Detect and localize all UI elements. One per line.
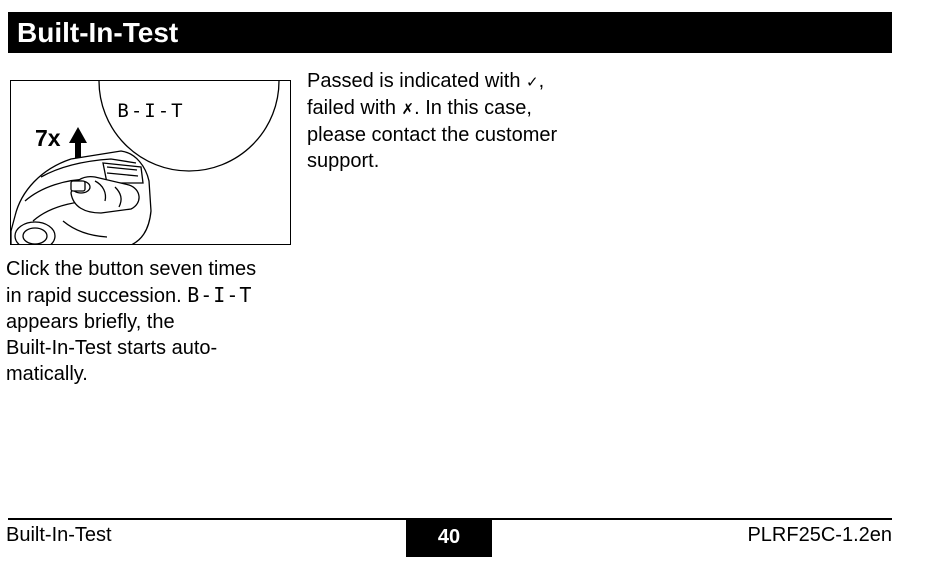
section-title-bar [8,12,892,53]
passed-tail: , [538,70,545,92]
failed-tail: . In this case, [414,97,532,119]
document-id: PLRF25C-1.2en [747,524,892,546]
device-illustration [10,80,291,245]
failed-text: failed with [307,97,396,119]
press-count-label: 7x [35,125,61,151]
device-drawing [11,81,291,245]
failed-line [307,95,607,122]
bit-display-inline: B-I-T [187,283,253,307]
contact-line: please contact the customer [307,124,558,146]
display-readout: B-I-T [117,100,185,122]
instruction-line-2-text: in rapid succession. [6,285,182,307]
instruction-line-4: Built-In-Test starts auto- [6,337,218,359]
page-title: Built-In-Test [17,17,179,48]
passed-line [307,68,607,95]
cross-icon: ✗ [401,100,415,118]
instruction-line-3: appears briefly, the [6,311,175,333]
check-icon: ✓ [526,73,539,91]
result-description [307,68,607,174]
instruction-line-1: Click the button seven times [6,258,257,280]
passed-text: Passed is indicated with [307,70,521,92]
instruction-line-5: matically. [6,363,88,385]
page-number: 40 [406,518,492,557]
instruction-text [6,256,296,387]
device-button [71,181,85,191]
support-line: support. [307,150,380,172]
footer-section-name: Built-In-Test [6,524,112,546]
instruction-line-2 [6,282,296,309]
